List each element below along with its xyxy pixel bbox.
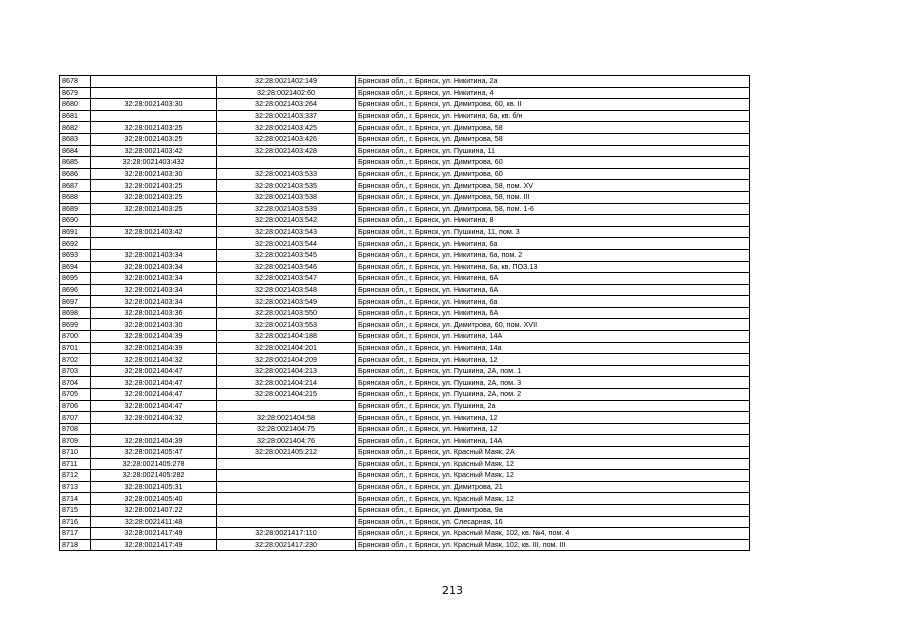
table-row [60,412,750,424]
address-cell: Брянская обл., г. Брянск, ул. Никитина, 6А [356,307,750,319]
cadastral-number-cell: 32:28:0021403:544 [217,238,356,250]
cadastral-number-cell [217,516,356,528]
cadastral-number-parent-cell: 32:28:0021403:25 [91,133,217,145]
table-row [60,87,750,99]
cadastral-number-cell: 32:28:0021417:230 [217,539,356,551]
row-number-cell: 8687 [60,180,91,192]
cadastral-number-cell: 32:28:0021404:75 [217,423,356,435]
row-number-cell: 8705 [60,389,91,401]
row-number-cell: 8684 [60,145,91,157]
cadastral-number-parent-cell: 32:28:0021405:282 [91,470,217,482]
table-row [60,215,750,227]
row-number-cell: 8711 [60,458,91,470]
table-row [60,377,750,389]
row-number-cell: 8681 [60,110,91,122]
cadastral-number-cell: 32:28:0021403:425 [217,122,356,134]
table-row [60,296,750,308]
cadastral-number-parent-cell: 32:28:0021404:39 [91,435,217,447]
cadastral-number-parent-cell [91,215,217,227]
table-row [60,180,750,192]
cadastral-number-cell: 32:28:0021404:215 [217,389,356,401]
row-number-cell: 8704 [60,377,91,389]
cadastral-number-cell: 32:28:0021403:426 [217,133,356,145]
cadastral-number-cell: 32:28:0021404:209 [217,354,356,366]
address-cell: Брянская обл., г. Брянск, ул. Пушкина, 2А, пом. 1 [356,365,750,377]
cadastral-number-parent-cell: 32:28:0021403:30 [91,168,217,180]
cadastral-number-cell: 32:28:0021403:535 [217,180,356,192]
cadastral-number-cell [217,458,356,470]
address-cell: Брянская обл., г. Брянск, ул. Никитина, 14А [356,331,750,343]
cadastral-number-parent-cell: 32:28:0021404:47 [91,389,217,401]
table-row [60,342,750,354]
table-row [60,319,750,331]
table-row [60,516,750,528]
cadastral-number-parent-cell: 32:28:0021403:42 [91,145,217,157]
address-cell: Брянская обл., г. Брянск, ул. Димитрова, 60, кв. II [356,99,750,111]
address-cell: Брянская обл., г. Брянск, ул. Пушкина, 11 [356,145,750,157]
cadastral-number-cell: 32:28:0021405:212 [217,447,356,459]
table-row [60,331,750,343]
cadastral-number-cell [217,504,356,516]
address-cell: Брянская обл., г. Брянск, ул. Пушкина, 2а [356,400,750,412]
cadastral-number-cell: 32:28:0021404:76 [217,435,356,447]
row-number-cell: 8707 [60,412,91,424]
table-row [60,481,750,493]
cadastral-number-parent-cell: 32:28:0021403:30 [91,99,217,111]
table-row [60,133,750,145]
cadastral-number-cell: 32:28:0021403:553 [217,319,356,331]
table-row [60,423,750,435]
address-cell: Брянская обл., г. Брянск, ул. Красный Маяк, 12 [356,470,750,482]
cadastral-number-cell: 32:28:0021403:337 [217,110,356,122]
cadastral-number-cell: 32:28:0021404:213 [217,365,356,377]
table-row [60,307,750,319]
address-cell: Брянская обл., г. Брянск, ул. Димитрова, 9а [356,504,750,516]
cadastral-number-parent-cell: 32:28:0021403:36 [91,307,217,319]
cadastral-number-cell [217,481,356,493]
row-number-cell: 8710 [60,447,91,459]
row-number-cell: 8717 [60,528,91,540]
address-cell: Брянская обл., г. Брянск, ул. Красный Маяк, 102, кв. III, пом. III [356,539,750,551]
table-row [60,273,750,285]
cadastral-number-parent-cell: 32:28:0021403:34 [91,273,217,285]
row-number-cell: 8688 [60,191,91,203]
table-row [60,226,750,238]
table-row [60,76,750,88]
cadastral-number-parent-cell: 32:28:0021403:25 [91,122,217,134]
address-cell: Брянская обл., г. Брянск, ул. Красный Маяк, 102, кв. №4, пом. 4 [356,528,750,540]
table-row [60,203,750,215]
address-cell: Брянская обл., г. Брянск, ул. Никитина, 12 [356,354,750,366]
cadastral-number-cell [217,470,356,482]
row-number-cell: 8703 [60,365,91,377]
address-cell: Брянская обл., г. Брянск, ул. Никитина, 6а, пом. 2 [356,249,750,261]
table-row [60,157,750,169]
cadastral-number-cell: 32:28:0021404:214 [217,377,356,389]
cadastral-number-parent-cell: 32:28:0021404:32 [91,412,217,424]
address-cell: Брянская обл., г. Брянск, ул. Пушкина, 2А, пом. 3 [356,377,750,389]
address-cell: Брянская обл., г. Брянск, ул. Димитрова, 58 [356,122,750,134]
cadastral-number-parent-cell: 32:28:0021403:25 [91,191,217,203]
cadastral-number-parent-cell: 32:28:0021403:34 [91,261,217,273]
address-cell: Брянская обл., г. Брянск, ул. Димитрова, 58, пом. 1-6 [356,203,750,215]
table-row [60,447,750,459]
cadastral-number-parent-cell: 32:28:0021405:47 [91,447,217,459]
row-number-cell: 8685 [60,157,91,169]
row-number-cell: 8683 [60,133,91,145]
table-row [60,435,750,447]
row-number-cell: 8682 [60,122,91,134]
row-number-cell: 8678 [60,76,91,88]
cadastral-number-parent-cell [91,238,217,250]
row-number-cell: 8718 [60,539,91,551]
row-number-cell: 8701 [60,342,91,354]
cadastral-number-cell: 32:28:0021403:538 [217,191,356,203]
cadastral-number-parent-cell [91,110,217,122]
address-cell: Брянская обл., г. Брянск, ул. Димитрова, 60 [356,168,750,180]
cadastral-number-cell: 32:28:0021403:264 [217,99,356,111]
table-row [60,389,750,401]
row-number-cell: 8689 [60,203,91,215]
row-number-cell: 8716 [60,516,91,528]
records-table [59,75,750,551]
address-cell: Брянская обл., г. Брянск, ул. Никитина, 6а, кв. б/н [356,110,750,122]
table-row [60,191,750,203]
row-number-cell: 8702 [60,354,91,366]
table-row [60,122,750,134]
cadastral-number-cell: 32:28:0021404:201 [217,342,356,354]
cadastral-number-parent-cell: 32:28:0021417:49 [91,539,217,551]
cadastral-number-parent-cell: 32:28:0021405:31 [91,481,217,493]
cadastral-number-cell: 32:28:0021403:549 [217,296,356,308]
address-cell: Брянская обл., г. Брянск, ул. Пушкина, 2А, пом. 2 [356,389,750,401]
cadastral-number-cell: 32:28:0021404:188 [217,331,356,343]
address-cell: Брянская обл., г. Брянск, ул. Димитрова, 58, пом. III [356,191,750,203]
address-cell: Брянская обл., г. Брянск, ул. Никитина, 4 [356,87,750,99]
table-row [60,528,750,540]
cadastral-number-parent-cell: 32:28:0021403:34 [91,296,217,308]
row-number-cell: 8700 [60,331,91,343]
cadastral-number-cell: 32:28:0021403:545 [217,249,356,261]
address-cell: Брянская обл., г. Брянск, ул. Никитина, 14А [356,435,750,447]
row-number-cell: 8691 [60,226,91,238]
row-number-cell: 8693 [60,249,91,261]
address-cell: Брянская обл., г. Брянск, ул. Никитина, 6а, кв. ПОЗ.13 [356,261,750,273]
cadastral-number-parent-cell: 32:28:0021417:49 [91,528,217,540]
table-row [60,110,750,122]
row-number-cell: 8694 [60,261,91,273]
cadastral-number-cell: 32:28:0021402:149 [217,76,356,88]
address-cell: Брянская обл., г. Брянск, ул. Димитрова, 21 [356,481,750,493]
table-row [60,249,750,261]
row-number-cell: 8713 [60,481,91,493]
cadastral-number-parent-cell [91,423,217,435]
address-cell: Брянская обл., г. Брянск, ул. Красный Маяк, 12 [356,493,750,505]
cadastral-number-cell [217,493,356,505]
table-row [60,504,750,516]
address-cell: Брянская обл., г. Брянск, ул. Димитрова, 58, пом. XV [356,180,750,192]
table-row [60,354,750,366]
cadastral-number-parent-cell: 32:28:0021407:22 [91,504,217,516]
cadastral-number-parent-cell: 32:28:0021403:432 [91,157,217,169]
cadastral-number-cell: 32:28:0021403:550 [217,307,356,319]
row-number-cell: 8699 [60,319,91,331]
cadastral-number-parent-cell: 32:28:0021403:34 [91,284,217,296]
cadastral-number-cell: 32:28:0021403:428 [217,145,356,157]
row-number-cell: 8697 [60,296,91,308]
row-number-cell: 8712 [60,470,91,482]
cadastral-number-cell: 32:28:0021403:533 [217,168,356,180]
table-row [60,365,750,377]
row-number-cell: 8696 [60,284,91,296]
table-row [60,458,750,470]
table-row [60,145,750,157]
table-row [60,400,750,412]
cadastral-number-cell [217,157,356,169]
cadastral-number-parent-cell: 32:28:0021404:47 [91,377,217,389]
address-cell: Брянская обл., г. Брянск, ул. Димитрова, 60 [356,157,750,169]
table-row [60,168,750,180]
cadastral-number-cell: 32:28:0021403:548 [217,284,356,296]
address-cell: Брянская обл., г. Брянск, ул. Никитина, 14а [356,342,750,354]
table-row [60,539,750,551]
cadastral-number-cell [217,400,356,412]
row-number-cell: 8698 [60,307,91,319]
table-row [60,284,750,296]
row-number-cell: 8708 [60,423,91,435]
cadastral-number-parent-cell: 32:28:0021405:40 [91,493,217,505]
row-number-cell: 8679 [60,87,91,99]
cadastral-number-parent-cell [91,87,217,99]
cadastral-number-parent-cell: 32:28:0021403:25 [91,203,217,215]
cadastral-number-parent-cell: 32:28:0021404:47 [91,365,217,377]
address-cell: Брянская обл., г. Брянск, ул. Никитина, 6а [356,296,750,308]
address-cell: Брянская обл., г. Брянск, ул. Никитина, 2а [356,76,750,88]
row-number-cell: 8692 [60,238,91,250]
cadastral-number-cell: 32:28:0021417:110 [217,528,356,540]
cadastral-number-parent-cell: 32:28:0021403:30 [91,319,217,331]
row-number-cell: 8686 [60,168,91,180]
cadastral-number-parent-cell: 32:28:0021404:39 [91,342,217,354]
address-cell: Брянская обл., г. Брянск, ул. Никитина, 6а [356,238,750,250]
row-number-cell: 8714 [60,493,91,505]
cadastral-number-parent-cell: 32:28:0021404:47 [91,400,217,412]
row-number-cell: 8709 [60,435,91,447]
address-cell: Брянская обл., г. Брянск, ул. Димитрова, 58 [356,133,750,145]
address-cell: Брянская обл., г. Брянск, ул. Слесарная, 16 [356,516,750,528]
cadastral-number-parent-cell: 32:28:0021403:42 [91,226,217,238]
cadastral-number-cell: 32:28:0021403:547 [217,273,356,285]
cadastral-number-parent-cell: 32:28:0021404:32 [91,354,217,366]
cadastral-number-cell: 32:28:0021403:543 [217,226,356,238]
table-body [60,76,750,551]
cadastral-number-parent-cell: 32:28:0021403:25 [91,180,217,192]
table-row [60,261,750,273]
cadastral-number-parent-cell: 32:28:0021405:278 [91,458,217,470]
table-row [60,470,750,482]
address-cell: Брянская обл., г. Брянск, ул. Никитина, 8 [356,215,750,227]
table-row [60,493,750,505]
address-cell: Брянская обл., г. Брянск, ул. Красный Маяк, 12 [356,458,750,470]
address-cell: Брянская обл., г. Брянск, ул. Красный Маяк, 2А [356,447,750,459]
address-cell: Брянская обл., г. Брянск, ул. Никитина, 6А [356,284,750,296]
table-row [60,238,750,250]
row-number-cell: 8715 [60,504,91,516]
address-cell: Брянская обл., г. Брянск, ул. Никитина, 6А [356,273,750,285]
cadastral-number-parent-cell [91,76,217,88]
row-number-cell: 8695 [60,273,91,285]
address-cell: Брянская обл., г. Брянск, ул. Никитина, 12 [356,423,750,435]
cadastral-number-cell: 32:28:0021402:60 [217,87,356,99]
cadastral-number-cell: 32:28:0021403:546 [217,261,356,273]
cadastral-number-parent-cell: 32:28:0021411:48 [91,516,217,528]
cadastral-number-parent-cell: 32:28:0021404:39 [91,331,217,343]
cadastral-number-cell: 32:28:0021403:539 [217,203,356,215]
address-cell: Брянская обл., г. Брянск, ул. Димитрова, 60, пом. XVII [356,319,750,331]
cadastral-number-cell: 32:28:0021404:58 [217,412,356,424]
table-row [60,99,750,111]
cadastral-number-parent-cell: 32:28:0021403:34 [91,249,217,261]
row-number-cell: 8680 [60,99,91,111]
page-number: 213 [442,584,463,597]
row-number-cell: 8690 [60,215,91,227]
cadastral-number-cell: 32:28:0021403:542 [217,215,356,227]
address-cell: Брянская обл., г. Брянск, ул. Никитина, 12 [356,412,750,424]
address-cell: Брянская обл., г. Брянск, ул. Пушкина, 11, пом. 3 [356,226,750,238]
row-number-cell: 8706 [60,400,91,412]
